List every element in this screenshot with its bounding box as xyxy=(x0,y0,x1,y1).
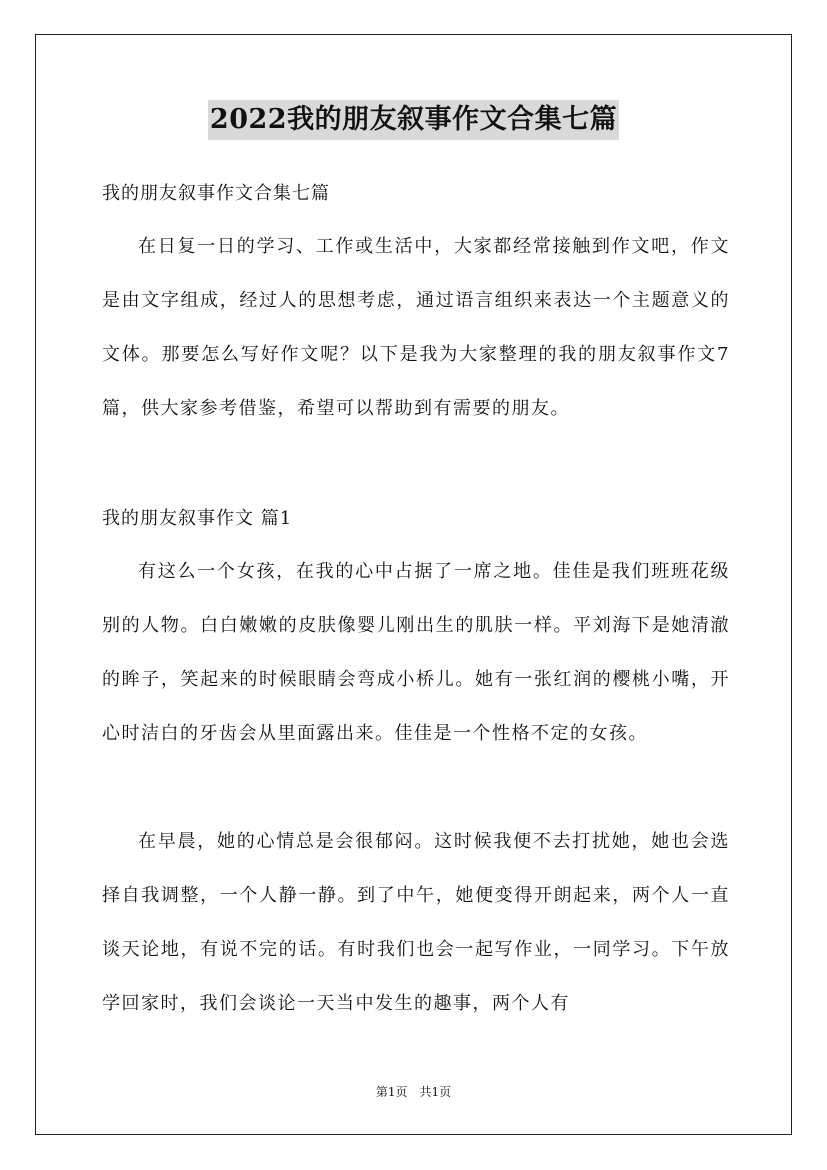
page-footer: 第1页 共1页 xyxy=(375,1085,452,1099)
subtitle: 我的朋友叙事作文合集七篇 xyxy=(102,183,330,204)
document-title: 2022我的朋友叙事作文合集七篇 xyxy=(208,100,619,140)
title-container xyxy=(0,100,827,140)
section-1-heading: 我的朋友叙事作文 篇1 xyxy=(102,508,293,529)
section-1-paragraph-2: 在早晨，她的心情总是会很郁闷。这时候我便不去打扰她，她也会选择自我调整，一个人静一静。到了中午，她便变得开朗起来，两个人一直谈天论地，有说不完的话。有时我们也会一起写作业，一同学习。下午放学回家时，我们会谈论一天当中发生的趣事，两个人有 xyxy=(102,831,730,1014)
section-1-paragraph-1: 有这么一个女孩，在我的心中占据了一席之地。佳佳是我们班班花级别的人物。白白嫩嫩的皮肤像婴儿刚出生的肌肤一样。平刘海下是她清澈的眸子，笑起来的时候眼睛会弯成小桥儿。她有一张红润的樱桃小嘴，开心时洁白的牙齿会从里面露出来。佳佳是一个性格不定的女孩。 xyxy=(102,561,730,744)
intro-paragraph: 在日复一日的学习、工作或生活中，大家都经常接触到作文吧，作文是由文字组成，经过人的思想考虑，通过语言组织来表达一个主题意义的文体。那要怎么写好作文呢？以下是我为大家整理的我的朋友叙事作文7篇，供大家参考借鉴，希望可以帮助到有需要的朋友。 xyxy=(102,236,730,419)
